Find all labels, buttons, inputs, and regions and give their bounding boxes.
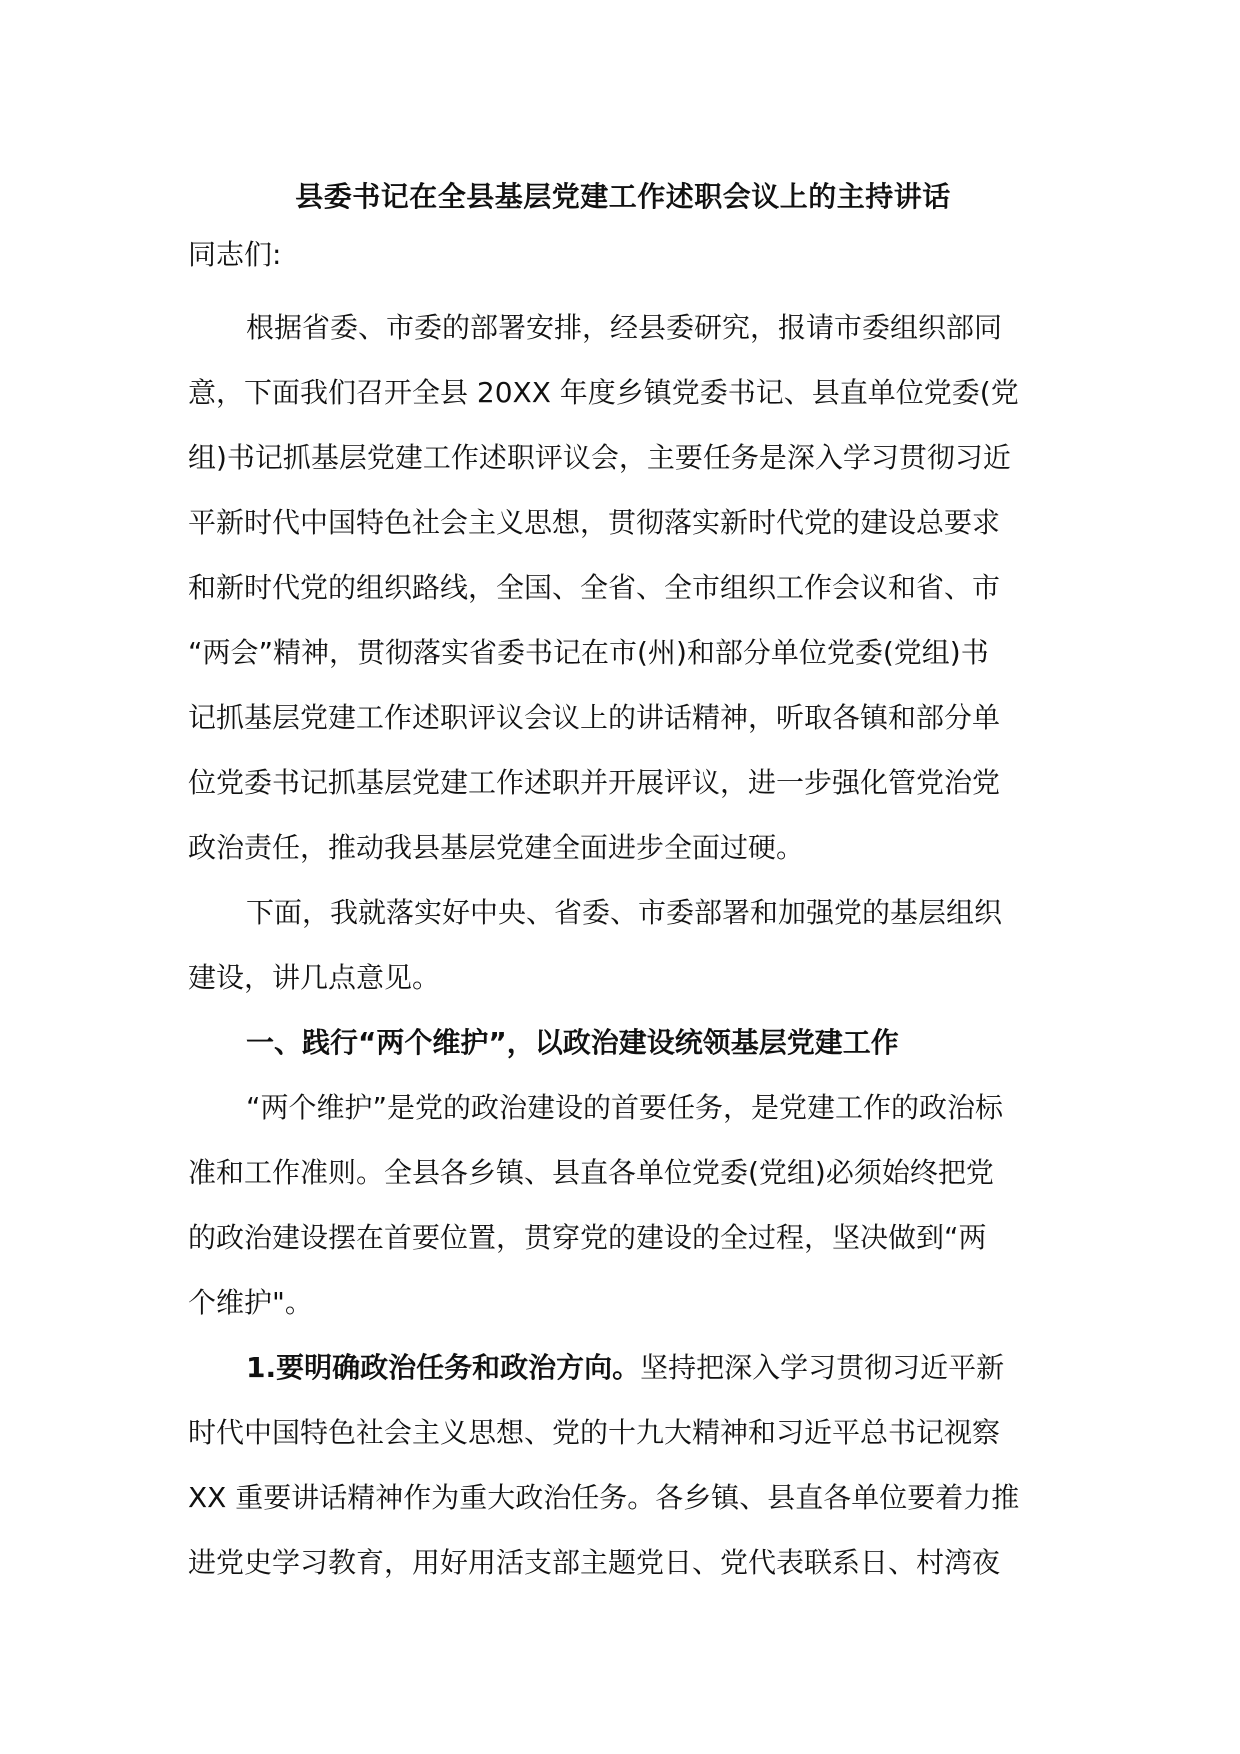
- paragraph-line: 时代中国特色社会主义思想、党的十九大精神和习近平总书记视察: [188, 1416, 1001, 1449]
- paragraph-line: 和新时代党的组织路线，全国、全省、全市组织工作会议和省、市: [188, 571, 1001, 604]
- paragraph-line: 位党委书记抓基层党建工作述职并开展评议，进一步强化管党治党: [188, 766, 1001, 799]
- paragraph-3: [188, 1075, 1058, 1335]
- paragraph-line: 下面，我就落实好中央、省委、市委部署和加强党的基层组织: [246, 896, 1003, 929]
- paragraph-line: XX 重要讲话精神作为重大政治任务。各乡镇、县直各单位要着力推: [188, 1481, 1020, 1514]
- paragraph-2: [188, 880, 1058, 1010]
- paragraph-line: “两个维护”是党的政治建设的首要任务，是党建工作的政治标: [246, 1091, 1004, 1124]
- paragraph-line: 进党史学习教育，用好用活支部主题党日、党代表联系日、村湾夜: [188, 1546, 1001, 1579]
- paragraph-line: 平新时代中国特色社会主义思想，贯彻落实新时代党的建设总要求: [188, 506, 1001, 539]
- document-body: [188, 172, 1058, 1595]
- paragraph-line: 的政治建设摆在首要位置，贯穿党的建设的全过程，坚决做到“两: [188, 1221, 987, 1254]
- point-1-lead: 1.要明确政治任务和政治方向。: [246, 1351, 641, 1384]
- paragraph-line: 政治责任，推动我县基层党建全面进步全面过硬。: [188, 831, 805, 864]
- paragraph-line: 记抓基层党建工作述职评议会议上的讲话精神，听取各镇和部分单: [188, 701, 1001, 734]
- paragraph-line: 准和工作准则。全县各乡镇、县直各单位党委(党组)必须始终把党: [188, 1156, 994, 1189]
- section-heading-1: 一、践行“两个维护”，以政治建设统领基层党建工作: [246, 1026, 899, 1059]
- point-1-text: 坚持把深入学习贯彻习近平新: [640, 1351, 1005, 1384]
- paragraph-line: 个维护"。: [188, 1286, 313, 1319]
- paragraph-line: 意，下面我们召开全县 20XX 年度乡镇党委书记、县直单位党委(党: [188, 376, 1019, 409]
- point-1: [188, 1335, 1058, 1595]
- paragraph-1: [188, 295, 1058, 880]
- paragraph-line: 根据省委、市委的部署安排，经县委研究，报请市委组织部同: [246, 311, 1003, 344]
- salutation: 同志们:: [188, 238, 282, 271]
- paragraph-line: 组)书记抓基层党建工作述职评议会，主要任务是深入学习贯彻习近: [188, 441, 1011, 474]
- paragraph-line: [188, 1335, 1058, 1400]
- paragraph-line: 建设，讲几点意见。: [188, 961, 441, 994]
- document-title: 县委书记在全县基层党建工作述职会议上的主持讲话: [295, 180, 951, 213]
- paragraph-line: “两会”精神，贯彻落实省委书记在市(州)和部分单位党委(党组)书: [188, 636, 989, 669]
